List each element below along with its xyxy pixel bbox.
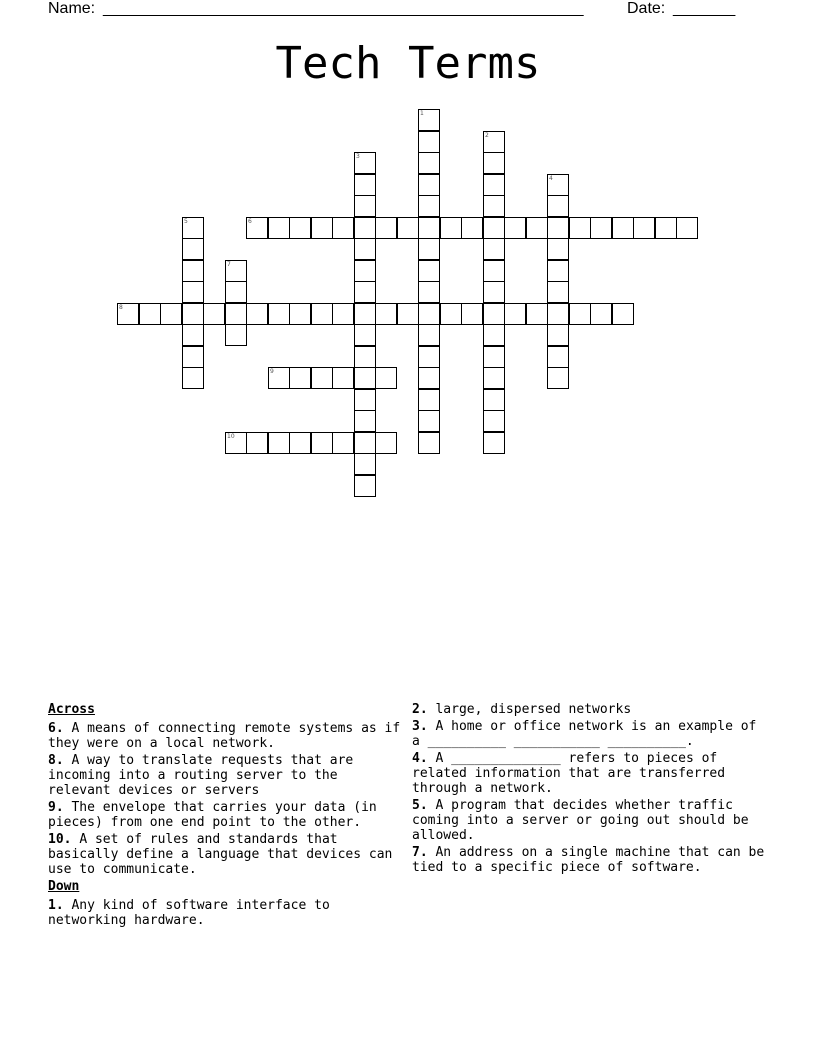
- crossword-cell[interactable]: [289, 303, 311, 325]
- crossword-cell[interactable]: [504, 217, 526, 239]
- crossword-cell[interactable]: [397, 217, 419, 239]
- cell-number: 6: [248, 218, 252, 225]
- crossword-cell[interactable]: [676, 217, 698, 239]
- crossword-cell[interactable]: [354, 367, 376, 389]
- crossword-cell[interactable]: [590, 217, 612, 239]
- crossword-cell[interactable]: [418, 217, 440, 239]
- crossword-cell[interactable]: [483, 152, 505, 174]
- crossword-cell[interactable]: [418, 260, 440, 282]
- crossword-cell[interactable]: [354, 432, 376, 454]
- crossword-cell[interactable]: [354, 281, 376, 303]
- clue-text: Any kind of software interface to networking hardware.: [48, 898, 330, 928]
- clue-down-4: [412, 751, 767, 796]
- name-label: Name:: [48, 0, 96, 17]
- clue-text: A home or office network is an example of a __________ ___________ __________.: [412, 719, 757, 749]
- clue-text: large, dispersed networks: [435, 702, 632, 717]
- crossword-cell[interactable]: [354, 453, 376, 475]
- crossword-cell[interactable]: [182, 303, 204, 325]
- date-field[interactable]: _______: [673, 0, 736, 17]
- cell-number: 8: [119, 304, 123, 311]
- cell-number: 3: [356, 153, 360, 160]
- clue-number: 10.: [48, 832, 72, 847]
- crossword-cell[interactable]: [203, 303, 225, 325]
- crossword-cell[interactable]: [483, 389, 505, 411]
- crossword-cell[interactable]: [117, 303, 139, 325]
- clue-across-9: [48, 800, 403, 830]
- crossword-cell[interactable]: [483, 195, 505, 217]
- clue-down-7: [412, 845, 767, 875]
- clue-text: A program that decides whether traffic coming into a server or going out should be allowed.: [412, 798, 749, 843]
- crossword-cell[interactable]: [418, 367, 440, 389]
- crossword-cell[interactable]: [483, 131, 505, 153]
- crossword-cell[interactable]: [354, 238, 376, 260]
- crossword-cell[interactable]: [504, 303, 526, 325]
- crossword-cell[interactable]: [418, 389, 440, 411]
- crossword-cell[interactable]: [397, 303, 419, 325]
- crossword-cell[interactable]: [461, 303, 483, 325]
- clue-down-2: [412, 702, 767, 717]
- clue-text: A means of connecting remote systems as if they were on a local network.: [48, 721, 401, 751]
- crossword-cell[interactable]: [418, 432, 440, 454]
- clue-down-1: [48, 898, 403, 928]
- crossword-cell[interactable]: [483, 238, 505, 260]
- crossword-cell[interactable]: [354, 346, 376, 368]
- crossword-cell[interactable]: [268, 303, 290, 325]
- crossword-cell[interactable]: [633, 217, 655, 239]
- crossword-cell[interactable]: [483, 367, 505, 389]
- crossword-cell[interactable]: [225, 324, 247, 346]
- crossword-cell[interactable]: [225, 281, 247, 303]
- crossword-cell[interactable]: [590, 303, 612, 325]
- crossword-cell[interactable]: [354, 152, 376, 174]
- crossword-cell[interactable]: [526, 303, 548, 325]
- crossword-cell[interactable]: [483, 303, 505, 325]
- crossword-cell[interactable]: [483, 281, 505, 303]
- clue-down-5: [412, 798, 767, 843]
- clue-across-10: [48, 832, 403, 877]
- crossword-cell[interactable]: [354, 324, 376, 346]
- crossword-cell[interactable]: [246, 432, 268, 454]
- crossword-cell[interactable]: [332, 367, 354, 389]
- crossword-cell[interactable]: [418, 346, 440, 368]
- crossword-cell[interactable]: [612, 303, 634, 325]
- crossword-cell[interactable]: [354, 217, 376, 239]
- crossword-cell[interactable]: [547, 217, 569, 239]
- clue-text: An address on a single machine that can be tied to a specific piece of software.: [412, 845, 765, 875]
- clue-number: 4.: [412, 751, 428, 766]
- date-label: Date:: [627, 0, 666, 17]
- crossword-cell[interactable]: [182, 260, 204, 282]
- crossword-cell[interactable]: [182, 238, 204, 260]
- crossword-cell[interactable]: [483, 432, 505, 454]
- crossword-cell[interactable]: [268, 432, 290, 454]
- crossword-cell[interactable]: [246, 217, 268, 239]
- crossword-cell[interactable]: [483, 217, 505, 239]
- crossword-cell[interactable]: [440, 217, 462, 239]
- crossword-cell[interactable]: [418, 152, 440, 174]
- clue-number: 2.: [412, 702, 428, 717]
- crossword-cell[interactable]: [332, 217, 354, 239]
- crossword-cell[interactable]: [375, 432, 397, 454]
- name-field[interactable]: ______________________________________________________: [103, 0, 584, 17]
- crossword-cell[interactable]: [418, 281, 440, 303]
- clue-number: 8.: [48, 753, 64, 768]
- clue-across-8: [48, 753, 403, 798]
- crossword-cell[interactable]: [375, 367, 397, 389]
- clues-column-right: [412, 702, 767, 877]
- crossword-cell[interactable]: [182, 367, 204, 389]
- crossword-cell[interactable]: [354, 195, 376, 217]
- clue-text: A ______________ refers to pieces of related information that are transferred through a network.: [412, 751, 726, 796]
- crossword-cell[interactable]: [418, 303, 440, 325]
- crossword-cell[interactable]: [354, 174, 376, 196]
- cell-number: 10: [227, 433, 235, 440]
- clues-column-left: [48, 702, 403, 930]
- crossword-cell[interactable]: [182, 281, 204, 303]
- crossword-cell[interactable]: [354, 475, 376, 497]
- crossword-cell[interactable]: [547, 324, 569, 346]
- crossword-cell[interactable]: [225, 303, 247, 325]
- crossword-cell[interactable]: [182, 346, 204, 368]
- crossword-cell[interactable]: [569, 217, 591, 239]
- crossword-cell[interactable]: [526, 217, 548, 239]
- crossword-cell[interactable]: [612, 217, 634, 239]
- crossword-cell[interactable]: [268, 217, 290, 239]
- crossword-cell[interactable]: [547, 303, 569, 325]
- cell-number: 2: [485, 132, 489, 139]
- crossword-cell[interactable]: [354, 260, 376, 282]
- clue-across-6: [48, 721, 403, 751]
- crossword-cell[interactable]: [547, 281, 569, 303]
- clue-number: 9.: [48, 800, 64, 815]
- crossword-cell[interactable]: [418, 238, 440, 260]
- crossword-cell[interactable]: [418, 131, 440, 153]
- crossword-cell[interactable]: [354, 303, 376, 325]
- crossword-cell[interactable]: [547, 174, 569, 196]
- crossword-cell[interactable]: [246, 303, 268, 325]
- crossword-cell[interactable]: [418, 174, 440, 196]
- cell-number: 9: [270, 368, 274, 375]
- clue-number: 1.: [48, 898, 64, 913]
- crossword-cell[interactable]: [375, 303, 397, 325]
- crossword-cell[interactable]: [418, 324, 440, 346]
- crossword-grid: [0, 0, 816, 520]
- crossword-cell[interactable]: [289, 217, 311, 239]
- cell-number: 1: [420, 110, 424, 117]
- cell-number: 7: [227, 261, 231, 268]
- crossword-cell[interactable]: [483, 174, 505, 196]
- clue-number: 6.: [48, 721, 64, 736]
- cell-number: 4: [549, 175, 553, 182]
- clue-number: 7.: [412, 845, 428, 860]
- crossword-cell[interactable]: [182, 324, 204, 346]
- crossword-cell[interactable]: [547, 346, 569, 368]
- crossword-cell[interactable]: [655, 217, 677, 239]
- crossword-cell[interactable]: [375, 217, 397, 239]
- page-title: Tech Terms: [275, 38, 541, 89]
- crossword-cell[interactable]: [354, 389, 376, 411]
- crossword-cell[interactable]: [483, 260, 505, 282]
- clue-down-3: [412, 719, 767, 749]
- crossword-cell[interactable]: [418, 410, 440, 432]
- crossword-cell[interactable]: [483, 324, 505, 346]
- cell-number: 5: [184, 218, 188, 225]
- crossword-cell[interactable]: [418, 195, 440, 217]
- crossword-cell[interactable]: [547, 367, 569, 389]
- crossword-cell[interactable]: [332, 303, 354, 325]
- across-heading: Across: [48, 702, 95, 717]
- crossword-cell[interactable]: [547, 195, 569, 217]
- clue-number: 5.: [412, 798, 428, 813]
- crossword-cell[interactable]: [182, 217, 204, 239]
- crossword-cell[interactable]: [418, 109, 440, 131]
- crossword-cell[interactable]: [547, 238, 569, 260]
- crossword-cell[interactable]: [139, 303, 161, 325]
- down-heading: Down: [48, 879, 80, 894]
- clue-number: 3.: [412, 719, 428, 734]
- crossword-cell[interactable]: [547, 260, 569, 282]
- clue-text: The envelope that carries your data (in pieces) from one end point to the other.: [48, 800, 377, 830]
- clue-text: A way to translate requests that are incoming into a routing server to the relevant devices or servers: [48, 753, 354, 798]
- crossword-cell[interactable]: [461, 217, 483, 239]
- crossword-cell[interactable]: [268, 367, 290, 389]
- crossword-cell[interactable]: [225, 432, 247, 454]
- crossword-cell[interactable]: [311, 432, 333, 454]
- crossword-cell[interactable]: [311, 217, 333, 239]
- crossword-cell[interactable]: [332, 432, 354, 454]
- crossword-cell[interactable]: [569, 303, 591, 325]
- clue-text: A set of rules and standards that basically define a language that devices can use to communicate.: [48, 832, 393, 877]
- crossword-cell[interactable]: [160, 303, 182, 325]
- crossword-cell[interactable]: [483, 410, 505, 432]
- crossword-cell[interactable]: [311, 303, 333, 325]
- crossword-cell[interactable]: [354, 410, 376, 432]
- crossword-cell[interactable]: [225, 260, 247, 282]
- crossword-cell[interactable]: [311, 367, 333, 389]
- crossword-cell[interactable]: [289, 367, 311, 389]
- crossword-cell[interactable]: [289, 432, 311, 454]
- crossword-cell[interactable]: [440, 303, 462, 325]
- crossword-cell[interactable]: [483, 346, 505, 368]
